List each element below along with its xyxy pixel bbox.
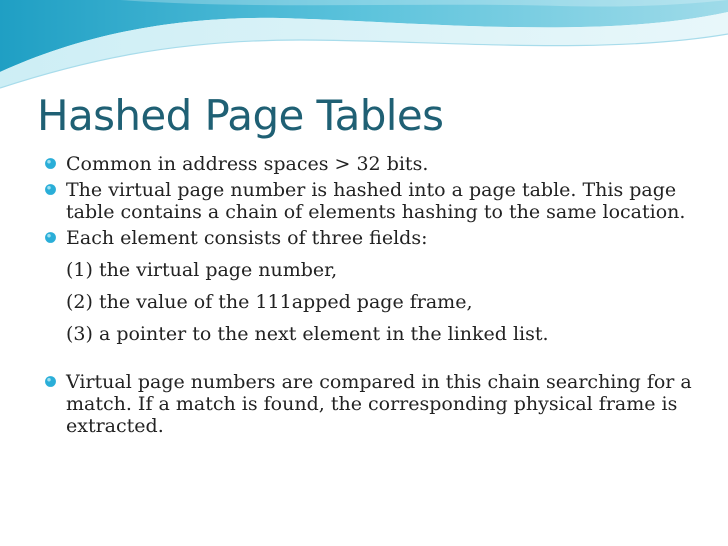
header-wave-decoration — [0, 0, 728, 100]
bullet-text: Each element consists of three fields: — [66, 227, 428, 249]
sub-item-text: (3) a pointer to the next element in the linked list. — [66, 323, 549, 345]
sub-item-2 — [44, 291, 694, 313]
sub-item-1 — [44, 259, 694, 281]
sub-item-text: (1) the virtual page number, — [66, 259, 338, 281]
bullet-icon — [44, 157, 57, 170]
bullet-item-4 — [44, 371, 694, 437]
sub-item-text: (2) the value of the 111apped page frame, — [66, 291, 473, 313]
bullet-icon — [44, 375, 57, 388]
bullet-item-2 — [44, 179, 694, 223]
bullet-item-3 — [44, 227, 694, 249]
sub-item-3 — [44, 323, 694, 345]
bullet-icon — [44, 183, 57, 196]
bullet-text: Virtual page numbers are compared in this chain searching for a match. If a match is found, the corresponding physical frame is extracted. — [66, 371, 692, 437]
bullet-icon — [44, 231, 57, 244]
slide-body — [44, 153, 694, 441]
bullet-item-1 — [44, 153, 694, 175]
bullet-text: Common in address spaces > 32 bits. — [66, 153, 429, 175]
bullet-text: The virtual page number is hashed into a page table. This page table contains a chain of elements hashing to the same location. — [66, 179, 686, 223]
slide-title: Hashed Page Tables — [37, 91, 444, 140]
